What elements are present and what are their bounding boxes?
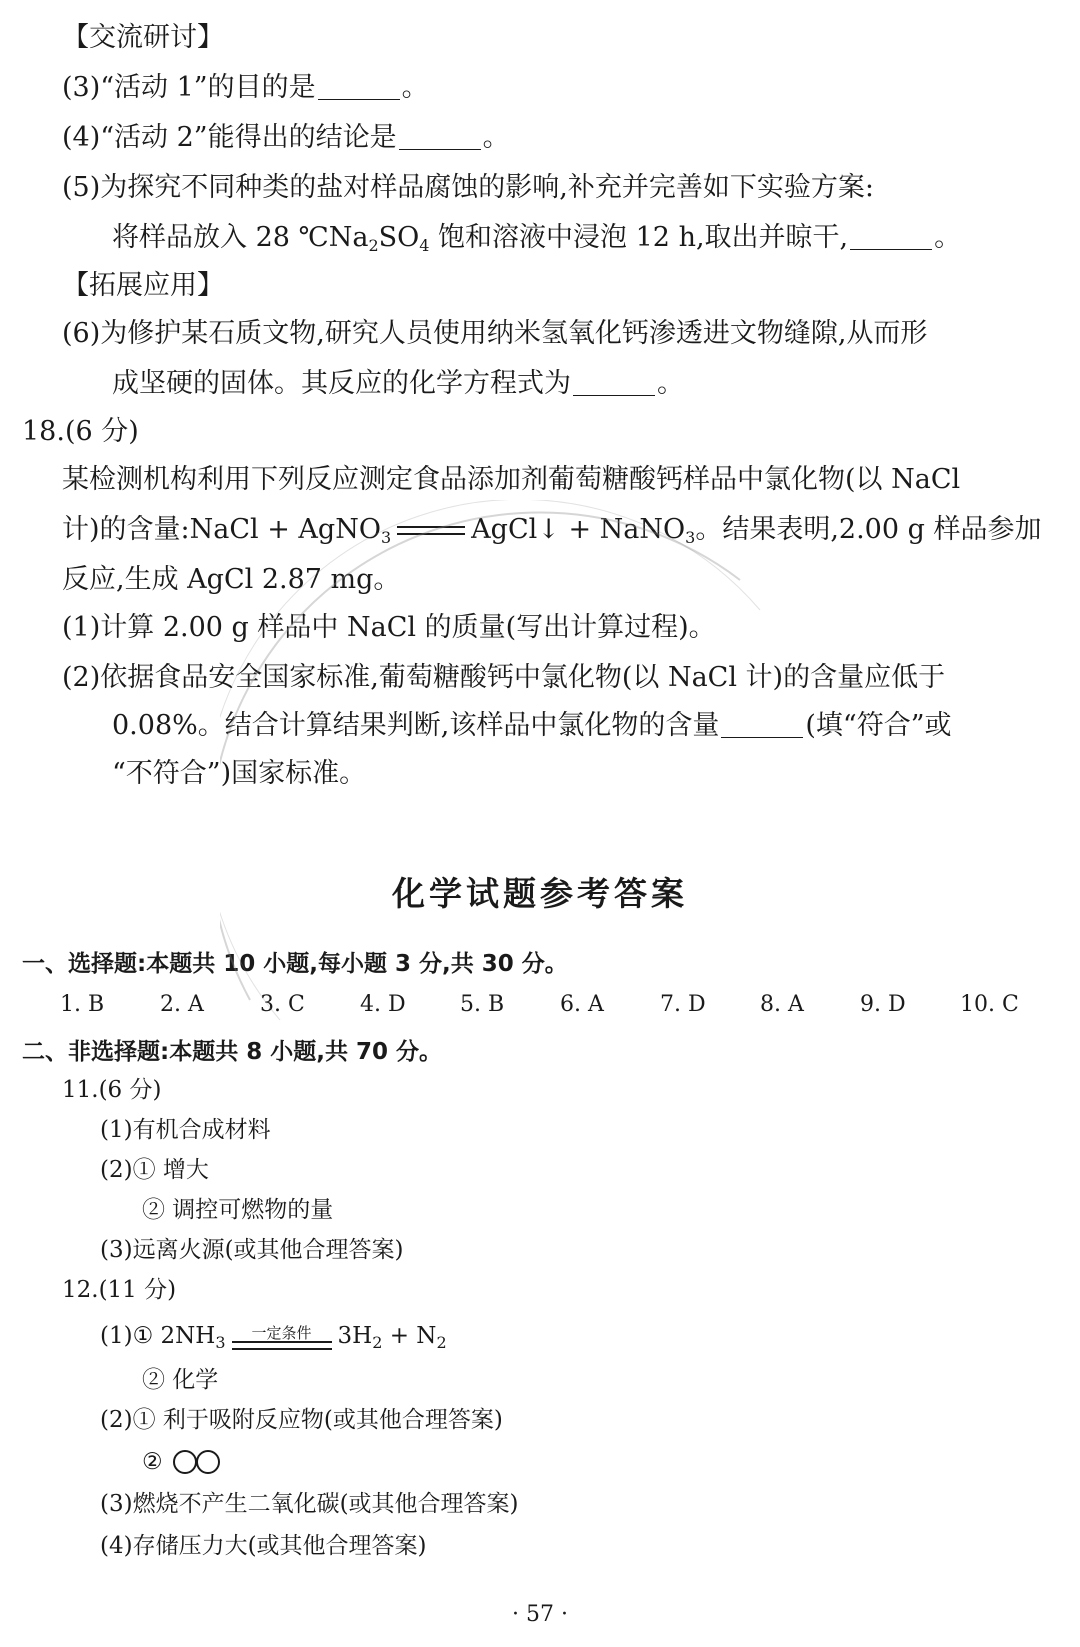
q12-answer-2a: (2)① 利于吸附反应物(或其他合理答案): [100, 1407, 503, 1433]
mc-answer: 1. B: [60, 992, 105, 1017]
discussion-header: 【交流研讨】: [62, 22, 224, 53]
extension-header: 【拓展应用】: [62, 270, 224, 301]
question-18-line-2: 计)的含量:NaCl + AgNO$_3$ AgCl↓ + NaNO$_3$。结果表明,2.00 g 样品参加: [62, 514, 1042, 547]
question-18-sub-2-line-1: (2)依据食品安全国家标准,葡萄糖酸钙中氯化物(以 NaCl 计)的含量应低于: [62, 662, 946, 693]
q12-answer-2b: ②: [142, 1446, 225, 1478]
mc-answer: 8. A: [760, 992, 804, 1017]
answers-title: 化学试题参考答案: [392, 874, 688, 913]
question-18-line-3: 反应,生成 AgCl 2.87 mg。: [62, 564, 401, 595]
q11-answer-3: (3)远离火源(或其他合理答案): [100, 1237, 404, 1263]
mc-answer: 3. C: [260, 992, 305, 1017]
reaction-condition-equals: 一定条件: [232, 1325, 332, 1350]
q11-answer-1: (1)有机合成材料: [100, 1117, 271, 1143]
q12-heading: 12.(11 分): [62, 1277, 177, 1303]
question-18-heading: 18.(6 分): [22, 416, 139, 447]
question-5-line-2: 将样品放入 28 $℃Na_2SO_4$ 饱和溶液中浸泡 12 h,取出并晾干, 。: [112, 222, 962, 255]
q12-answer-4: (4)存储压力大(或其他合理答案): [100, 1533, 427, 1559]
mc-answer: 4. D: [360, 992, 406, 1017]
mc-answer: 6. A: [560, 992, 604, 1017]
page-number: · 57 ·: [512, 1602, 568, 1627]
question-18-sub-1: (1)计算 2.00 g 样品中 NaCl 的质量(写出计算过程)。: [62, 612, 716, 643]
question-4: (4)“活动 2”能得出的结论是 。: [62, 122, 510, 153]
answer-blank: [318, 73, 400, 100]
mc-answer: 10. C: [960, 992, 1019, 1017]
question-18-sub-2-line-2: 0.08%。结合计算结果判断,该样品中氯化物的含量 (填“符合”或: [112, 710, 952, 741]
q12-answer-1a: (1)① $2NH_3$ 一定条件 $3H_2 + N_2$: [100, 1323, 447, 1352]
answer-blank: [850, 223, 932, 250]
mc-answer: 7. D: [660, 992, 706, 1017]
q11-answer-2a: (2)① 增大: [100, 1157, 209, 1183]
answer-blank: [573, 369, 655, 396]
answer-blank: [721, 711, 803, 738]
mc-answer: 9. D: [860, 992, 906, 1017]
section-1-heading: 一、选择题:本题共 10 小题,每小题 3 分,共 30 分。: [22, 951, 568, 977]
question-5-line-1: (5)为探究不同种类的盐对样品腐蚀的影响,补充并完善如下实验方案:: [62, 172, 874, 203]
question-18-line-1: 某检测机构利用下列反应测定食品添加剂葡萄糖酸钙样品中氯化物(以 NaCl: [62, 464, 961, 495]
q12-answer-3: (3)燃烧不产生二氧化碳(或其他合理答案): [100, 1491, 519, 1517]
section-2-heading: 二、非选择题:本题共 8 小题,共 70 分。: [22, 1039, 442, 1065]
question-6-line-1: (6)为修护某石质文物,研究人员使用纳米氢氧化钙渗透进文物缝隙,从而形: [62, 318, 928, 349]
answer-blank: [399, 123, 481, 150]
question-3: (3)“活动 1”的目的是 。: [62, 72, 429, 103]
q11-heading: 11.(6 分): [62, 1077, 162, 1103]
q12-answer-1b: ② 化学: [142, 1367, 219, 1393]
mc-answer: 2. A: [160, 992, 204, 1017]
question-18-sub-2-line-3: “不符合”)国家标准。: [112, 758, 367, 789]
reaction-equals: [397, 526, 465, 535]
mc-answer: 5. B: [460, 992, 505, 1017]
molecule-diagram: [171, 1449, 225, 1475]
question-6-line-2: 成坚硬的固体。其反应的化学方程式为 。: [112, 368, 684, 399]
q11-answer-2b: ② 调控可燃物的量: [142, 1197, 334, 1223]
